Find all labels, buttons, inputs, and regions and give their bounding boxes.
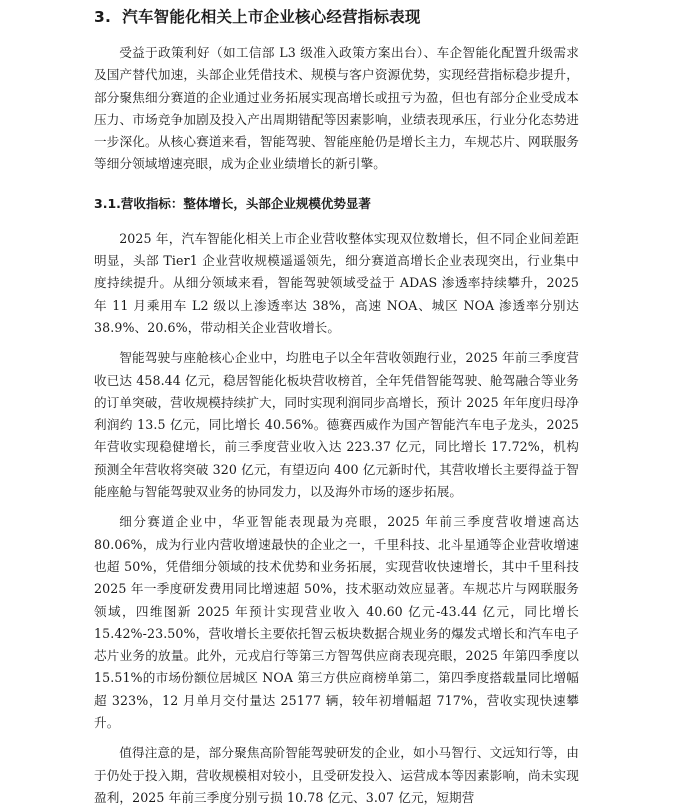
subsection-heading [94,194,579,214]
section-number: 3. [94,8,112,26]
subsection-title: 营收指标：整体增长，头部企业规模优势显著 [120,195,371,211]
paragraph-core-enterprises: 智能驾驶与座舱核心企业中，均胜电子以全年营收领跑行业，2025 年前三季度营收已达 458.44 亿元，稳居智能化板块营收榜首，全年凭借智能驾驶、舱驾融合等业务的订单突破，营收规模持续扩大，同时实现利润同步高增长，预计 2025 年年度归母净利润约 13.5 亿元，同比增长 40.56%。德赛西威作为国产智能汽车电子龙头，2025 年营收实现稳健增长，前三季度营业收入达 223.37 亿元，同比增长 17.72%，机构预测全年营收将突破 320 亿元，有望迈向 400 亿元新时代，其营收增长主要得益于智能座舱与智能驾驶双业务的协同发力，以及海外市场的逐步拓展。 [94,350,579,500]
paragraph-revenue-overview: 2025 年，汽车智能化相关上市企业营收整体实现双位数增长，但不同企业间差距明显，头部 Tier1 企业营收规模遥遥领先，细分赛道高增长企业表现突出，行业集中度持续提升。从细分领域来看，智能驾驶领域受益于 ADAS 渗透率持续攀升，2025 年 11 月乘用车 L2 级以上渗透率达 38%，高速 NOA、城区 NOA 渗透率分别达 38.9%、20.6%，带动相关企业营收增长。 [94,230,579,335]
section-heading [94,6,579,28]
paragraph-niche-enterprises: 细分赛道企业中，华亚智能表现最为亮眼，2025 年前三季度营收增速高达 80.06%，成为行业内营收增速最快的企业之一，千里科技、北斗星通等企业营收增速也超 50%，凭借细分领域的技术优势和业务拓展，实现营收快速增长，其中千里科技 2025 年一季度研发费用同比增速超 50%，技术驱动效应显著。车规芯片与网联服务领域，四维图新 2025 年预计实现营业收入 40.60 亿元-43.44 亿元，同比增长 15.42%-23.50%，营收增长主要依托智云板块数据合规业务的爆发式增长和汽车电子芯片业务的放量。此外，元戎启行等第三方智驾供应商表现亮眼，2025 年第四季度以 15.51%的市场份额位居城区 NOA 第三方供应商榜单第二，第四季度搭载量同比增幅超 323%，12 月单月交付量达 25177 辆，较年初增幅超 717%，营收实现快速攀升。 [94,514,579,731]
section-title: 汽车智能化相关上市企业核心经营指标表现 [122,8,421,26]
subsection-number: 3.1. [94,195,121,211]
intro-paragraph: 受益于政策利好（如工信部 L3 级准入政策方案出台）、车企智能化配置升级需求及国产替代加速，头部企业凭借技术、规模与客户资源优势，实现经营指标稳步提升，部分聚焦细分赛道的企业通过业务拓展实现高增长或扭亏为盈，但也有部分企业受成本压力、市场竞争加剧及投入产出周期错配等因素影响，业绩表现承压，行业分化态势进一步深化。从核心赛道来看，智能驾驶、智能座舱仍是增长主力，车规芯片、网联服务等细分领域增速亮眼，成为企业业绩增长的新引擎。 [94,45,579,172]
paragraph-noteworthy: 值得注意的是，部分聚焦高阶智能驾驶研发的企业，如小马智行、文远知行等，由于仍处于投入期，营收规模相对较小，且受研发投入、运营成本等因素影响，尚未实现盈利，2025 年前三季度分别亏损 10.78 亿元、3.07 亿元，短期营 [94,745,579,805]
